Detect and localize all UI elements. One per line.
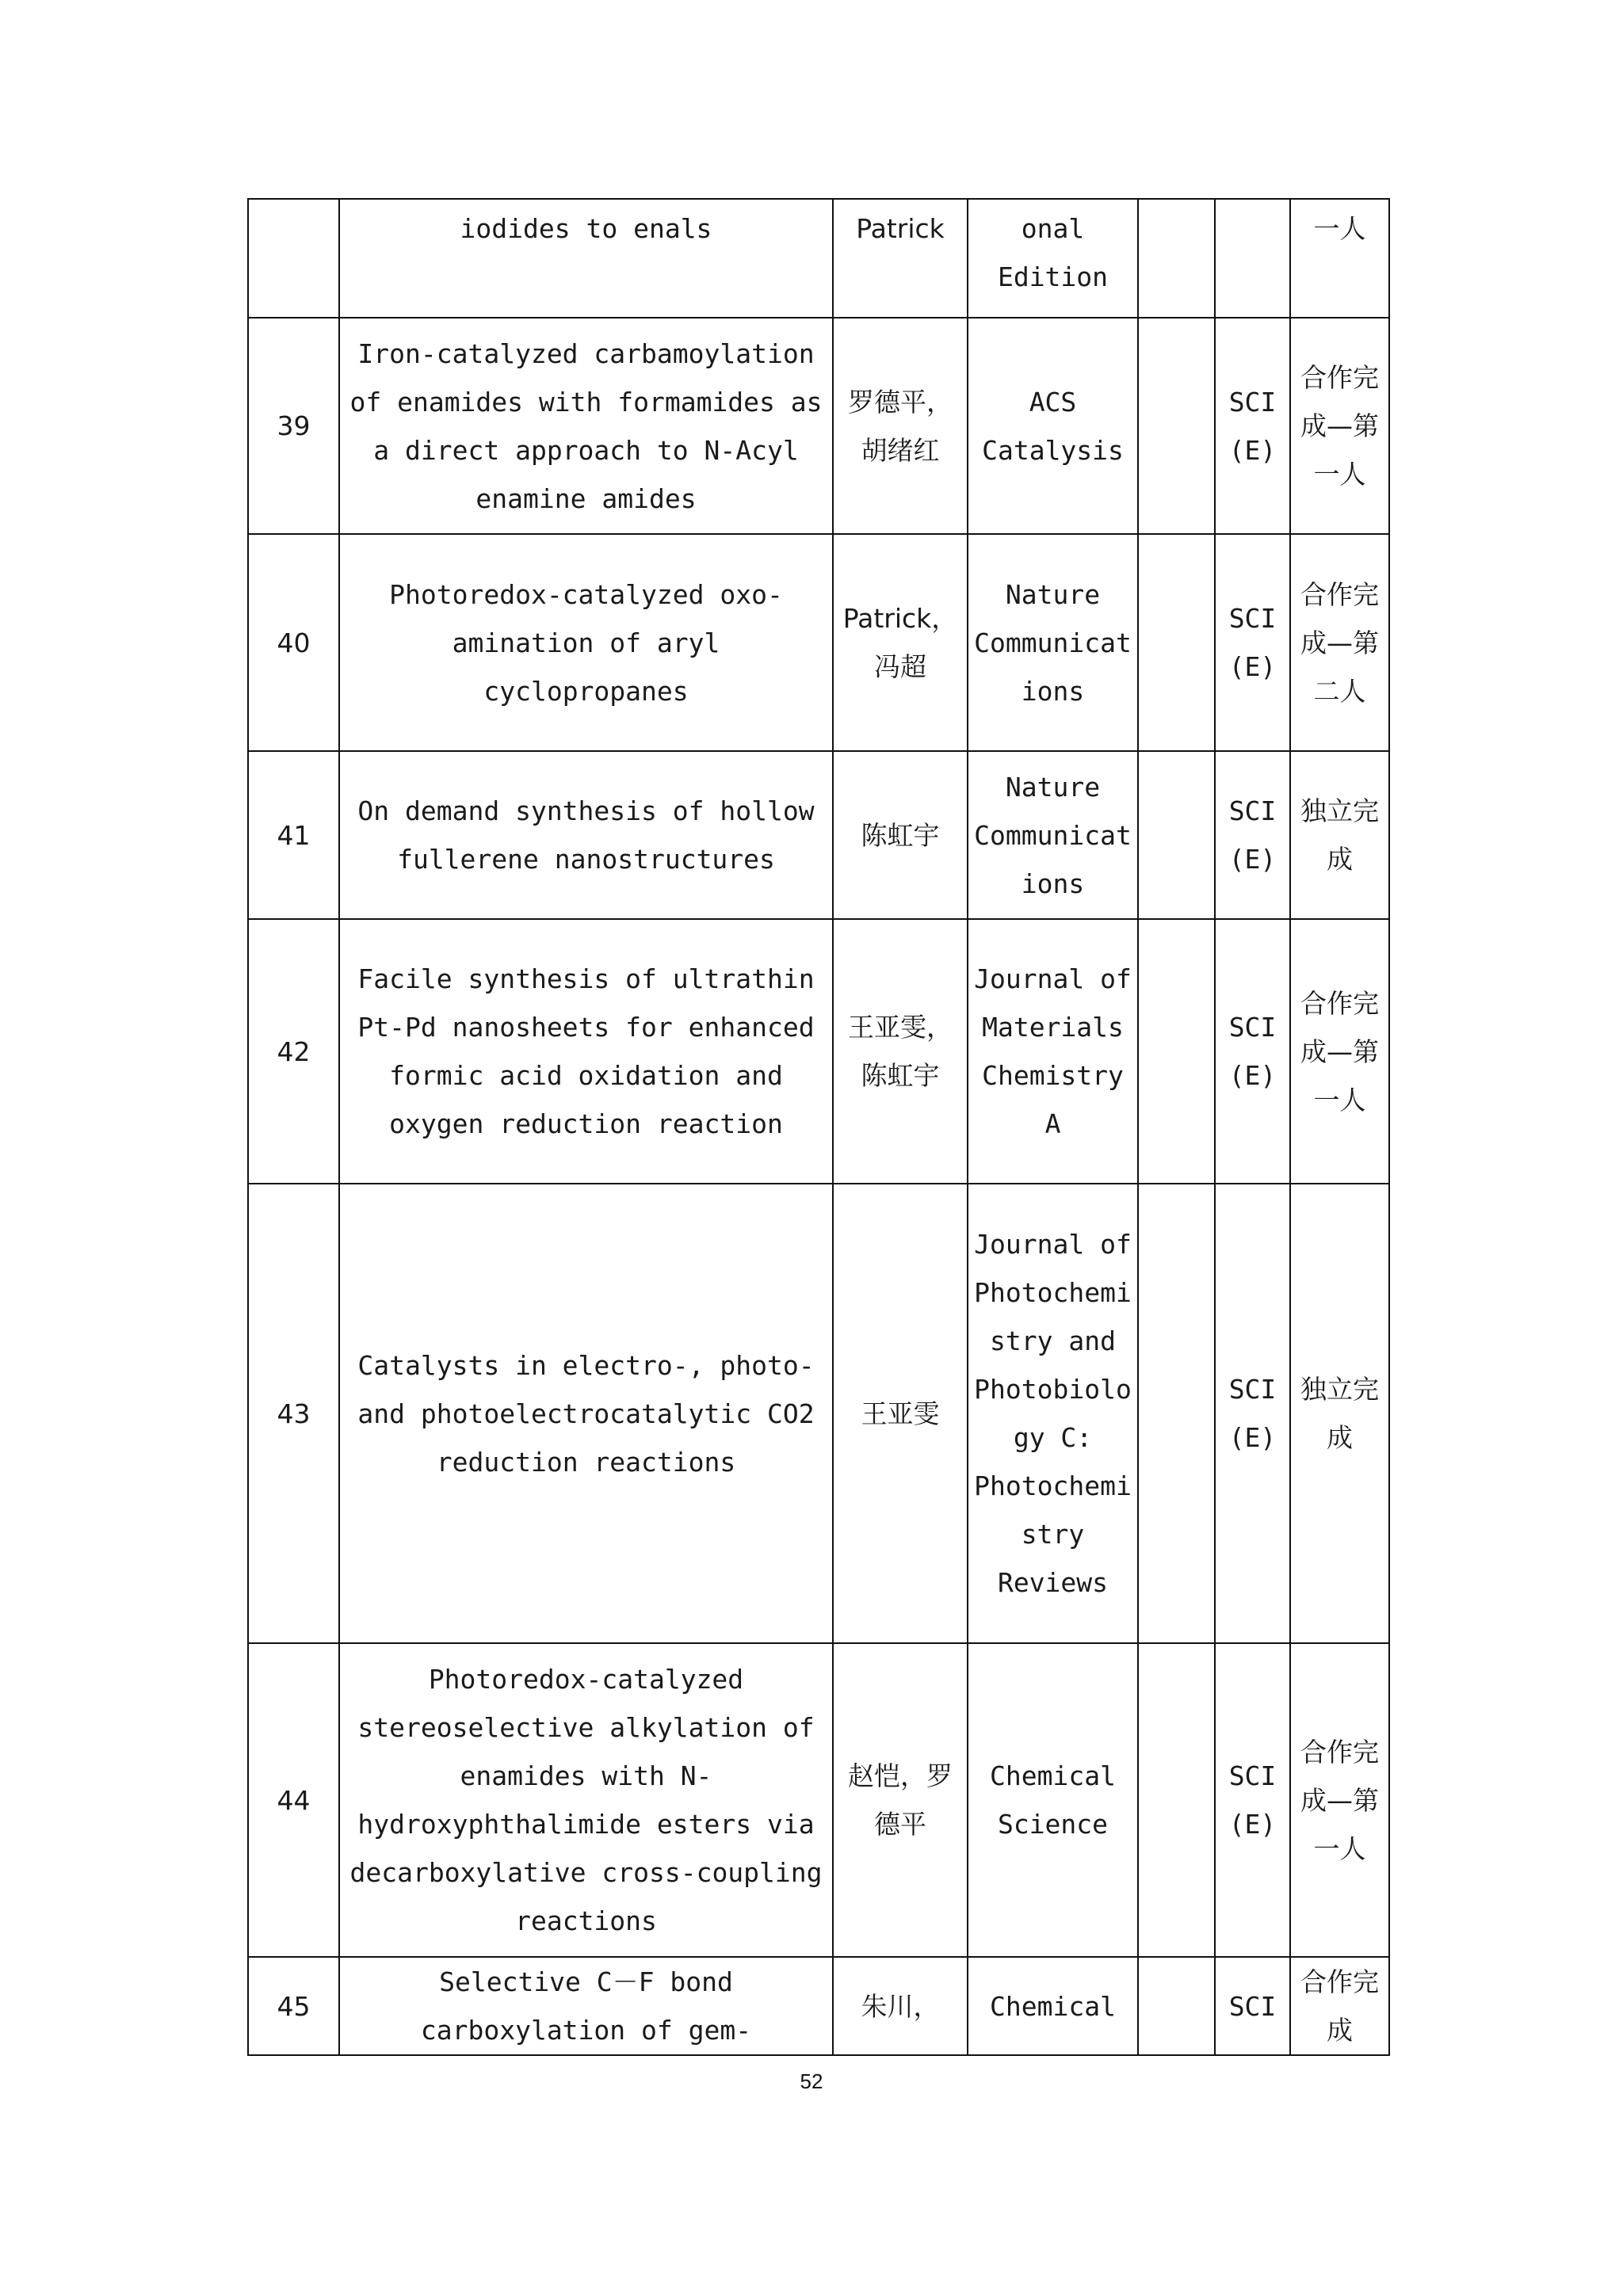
cell-title: Photoredox-catalyzed oxo-amination of aryl cyclopropanes: [339, 534, 833, 751]
cell-journal: Nature Communications: [968, 534, 1138, 751]
cell-index: SCI (E): [1215, 751, 1290, 919]
cell-number: 44: [248, 1643, 339, 1957]
cell-number: 43: [248, 1184, 339, 1643]
cell-journal: Chemical: [968, 1957, 1138, 2055]
cell-title: Catalysts in electro-, photo-and photoelectrocatalytic CO2 reduction reactions: [339, 1184, 833, 1643]
table-row: [248, 534, 1389, 751]
cell-date: [1138, 199, 1215, 318]
cell-role: 合作完成—第一人: [1290, 919, 1389, 1184]
cell-role: 合作完成—第一人: [1290, 318, 1389, 534]
cell-date: [1138, 318, 1215, 534]
cell-number: 39: [248, 318, 339, 534]
cell-index: SCI (E): [1215, 534, 1290, 751]
table-row: [248, 919, 1389, 1184]
cell-authors: Patrick，冯超: [833, 534, 968, 751]
cell-date: [1138, 1957, 1215, 2055]
cell-journal: Nature Communications: [968, 751, 1138, 919]
cell-index: SCI (E): [1215, 919, 1290, 1184]
cell-date: [1138, 919, 1215, 1184]
cell-title: Facile synthesis of ultrathin Pt-Pd nanosheets for enhanced formic acid oxidation and oxygen reduction reaction: [339, 919, 833, 1184]
table-row: [248, 1957, 1389, 2055]
cell-number: 45: [248, 1957, 339, 2055]
cell-title: Iron-catalyzed carbamoylation of enamides with formamides as a direct approach to N-Acyl enamine amides: [339, 318, 833, 534]
cell-date: [1138, 1643, 1215, 1957]
cell-date: [1138, 1184, 1215, 1643]
cell-number: 40: [248, 534, 339, 751]
cell-title: Photoredox-catalyzed stereoselective alkylation of enamides with N-hydroxyphthalimide esters via decarboxylative cross-coupling reactions: [339, 1643, 833, 1957]
cell-journal: Journal of Materials Chemistry A: [968, 919, 1138, 1184]
cell-number: 42: [248, 919, 339, 1184]
cell-title: iodides to enals: [339, 199, 833, 318]
cell-role: 合作完成—第二人: [1290, 534, 1389, 751]
cell-authors: 陈虹宇: [833, 751, 968, 919]
cell-index: SCI: [1215, 1957, 1290, 2055]
cell-journal: onal Edition: [968, 199, 1138, 318]
cell-role: 合作完成—第一人: [1290, 1643, 1389, 1957]
cell-index: SCI (E): [1215, 1643, 1290, 1957]
cell-journal: Chemical Science: [968, 1643, 1138, 1957]
cell-date: [1138, 751, 1215, 919]
cell-authors: 王亚雯: [833, 1184, 968, 1643]
table-row: [248, 751, 1389, 919]
page-number: 52: [800, 2069, 823, 2093]
cell-index: [1215, 199, 1290, 318]
table-row: [248, 1184, 1389, 1643]
table-row: [248, 1643, 1389, 1957]
cell-authors: 王亚雯，陈虹宇: [833, 919, 968, 1184]
cell-date: [1138, 534, 1215, 751]
publications-table: [247, 198, 1390, 2056]
cell-journal: ACS Catalysis: [968, 318, 1138, 534]
cell-journal: Journal of Photochemistry and Photobiology C: Photochemistry Reviews: [968, 1184, 1138, 1643]
cell-index: SCI (E): [1215, 318, 1290, 534]
cell-role: 合作完成: [1290, 1957, 1389, 2055]
cell-role: 独立完成: [1290, 1184, 1389, 1643]
cell-number: 41: [248, 751, 339, 919]
table-row-continuation: [248, 199, 1389, 318]
cell-role: 独立完成: [1290, 751, 1389, 919]
cell-authors: 朱川，: [833, 1957, 968, 2055]
cell-index: SCI (E): [1215, 1184, 1290, 1643]
table-row: [248, 318, 1389, 534]
cell-title: On demand synthesis of hollow fullerene nanostructures: [339, 751, 833, 919]
cell-number: [248, 199, 339, 318]
cell-role: 一人: [1290, 199, 1389, 318]
cell-title: Selective C－F bond carboxylation of gem-: [339, 1957, 833, 2055]
cell-authors: Patrick: [833, 199, 968, 318]
cell-authors: 罗德平，胡绪红: [833, 318, 968, 534]
cell-authors: 赵恺，罗德平: [833, 1643, 968, 1957]
